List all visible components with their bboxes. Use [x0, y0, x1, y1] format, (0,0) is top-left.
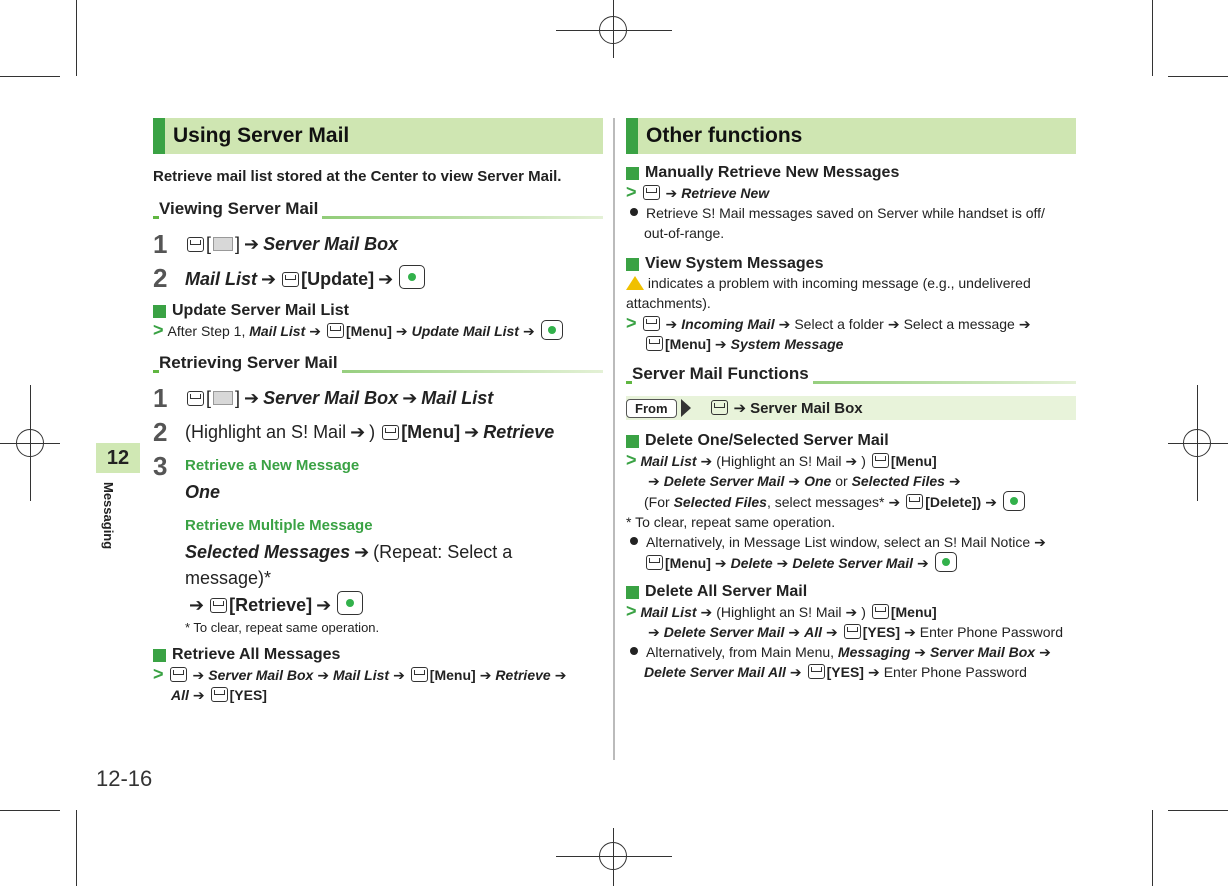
instruction-line: > ➔ Server Mail Box ➔ Mail List ➔ [Menu] ➔ Retrieve ➔ [153, 664, 567, 684]
topic-header: Manually Retrieve New Messages [626, 164, 1076, 182]
intro-text: Retrieve mail list stored at the Center to view Server Mail. [153, 168, 562, 185]
chapter-number: 12 [96, 443, 140, 473]
registration-circle [599, 16, 627, 44]
center-key-icon [399, 265, 425, 289]
column-divider [613, 118, 615, 760]
instruction-line: All ➔ [YES] [171, 687, 267, 703]
mail-key-icon [844, 624, 861, 639]
right-column [626, 118, 1076, 682]
crop-mark [0, 810, 60, 811]
mail-key-icon [643, 316, 660, 331]
mail-key-icon [411, 667, 428, 682]
center-key-icon [935, 552, 957, 572]
registration-circle [1183, 429, 1211, 457]
step-1: 1 [ ] ➔ Server Mail Box [153, 229, 399, 259]
topic-header: View System Messages [626, 255, 1076, 273]
left-column [153, 118, 603, 705]
bullet-line: Alternatively, from Main Menu, Messaging ➔ Server Mail Box ➔ [626, 642, 1076, 662]
instruction-line: > After Step 1, Mail List ➔ [Menu] ➔ Update Mail List ➔ [153, 320, 603, 341]
crop-mark [1168, 76, 1228, 77]
description-line: indicates a problem with incoming message (e.g., undelivered [626, 273, 1076, 293]
topic-header: Delete All Server Mail [626, 583, 1076, 601]
section-title: Other functions [646, 124, 803, 147]
chapter-label: Messaging [101, 482, 116, 550]
instruction-line: > Mail List ➔ (Highlight an S! Mail ➔ ) [Menu] [626, 601, 937, 621]
mail-key-icon [210, 598, 227, 613]
step-1: 1 [ ] ➔ Server Mail Box ➔ Mail List [153, 383, 494, 413]
subsection-header: Server Mail Functions [626, 364, 1076, 388]
mail-key-icon [646, 555, 663, 570]
instruction-line: > ➔ Incoming Mail ➔ Select a folder ➔ Select a message ➔ [626, 313, 1031, 333]
note-line: * To clear, repeat same operation. [626, 514, 836, 530]
crop-mark [0, 76, 60, 77]
step-2: 2 Mail List ➔ [Update] ➔ [153, 265, 603, 292]
mail-key-icon [643, 185, 660, 200]
subsection-header: Viewing Server Mail [153, 199, 603, 223]
topic-header: Update Server Mail List [153, 302, 603, 320]
bullet-line: [Menu] ➔ Delete ➔ Delete Server Mail ➔ [626, 552, 1076, 573]
bullet-line: Alternatively, in Message List window, select an S! Mail Notice ➔ [626, 532, 1076, 552]
instruction-line: (For Selected Files, select messages* ➔ [Delete]) ➔ [626, 491, 1076, 512]
step-3: 3 Retrieve a New Message One Retrieve Multiple Message Selected Messages ➔ (Repeat: Select a message)* ➔ [Retrieve] ➔ * To clear, repeat same operation. [153, 451, 513, 635]
instruction-line: ➔ Delete Server Mail ➔ One or Selected Files ➔ [648, 473, 961, 489]
page-number: 12-16 [96, 766, 153, 791]
from-label: From [626, 399, 677, 418]
bullet-line: out-of-range. [644, 225, 725, 241]
section-header [626, 118, 1076, 154]
bullet-line: Retrieve S! Mail messages saved on Server while handset is off/ [626, 203, 1076, 223]
mail-key-icon [872, 604, 889, 619]
subsection-header: Retrieving Server Mail [153, 353, 603, 377]
mail-key-icon [187, 391, 204, 406]
crop-mark [1168, 810, 1228, 811]
center-key-icon [541, 320, 563, 340]
section-title: Using Server Mail [173, 124, 350, 147]
warning-icon [626, 276, 644, 290]
mail-key-icon [808, 664, 825, 679]
section-header [153, 118, 603, 154]
mail-key-icon [187, 237, 204, 252]
bullet-line: Delete Server Mail All ➔ [YES] ➔ Enter Phone Password [644, 664, 1027, 680]
crop-mark [1152, 0, 1153, 76]
instruction-line: > ➔ Retrieve New [626, 182, 770, 202]
center-key-icon [337, 591, 363, 615]
instruction-line: > Mail List ➔ (Highlight an S! Mail ➔ ) [Menu] [626, 450, 937, 470]
description-line: attachments). [626, 295, 711, 311]
registration-circle [16, 429, 44, 457]
crop-mark [76, 0, 77, 76]
mail-key-icon [170, 667, 187, 682]
step-2: 2 (Highlight an S! Mail ➔ ) [Menu] ➔ Retrieve [153, 417, 555, 447]
mail-key-icon [382, 425, 399, 440]
crop-mark [1152, 810, 1153, 886]
topic-header: Retrieve All Messages [153, 646, 603, 664]
mail-icon [213, 391, 233, 405]
instruction-line: ➔ Delete Server Mail ➔ All ➔ [YES] ➔ Enter Phone Password [648, 624, 1063, 640]
mail-key-icon [282, 272, 299, 287]
mail-key-icon [872, 453, 889, 468]
mail-key-icon [327, 323, 344, 338]
registration-circle [599, 842, 627, 870]
from-bar: From ➔ Server Mail Box [626, 396, 1076, 420]
center-key-icon [1003, 491, 1025, 511]
mail-key-icon [711, 400, 728, 415]
topic-header: Delete One/Selected Server Mail [626, 432, 1076, 450]
instruction-line: [Menu] ➔ System Message [626, 334, 1076, 354]
mail-key-icon [906, 494, 923, 509]
triangle-icon [681, 399, 691, 417]
crop-mark [76, 810, 77, 886]
mail-key-icon [211, 687, 228, 702]
mail-icon [213, 237, 233, 251]
mail-key-icon [646, 336, 663, 351]
